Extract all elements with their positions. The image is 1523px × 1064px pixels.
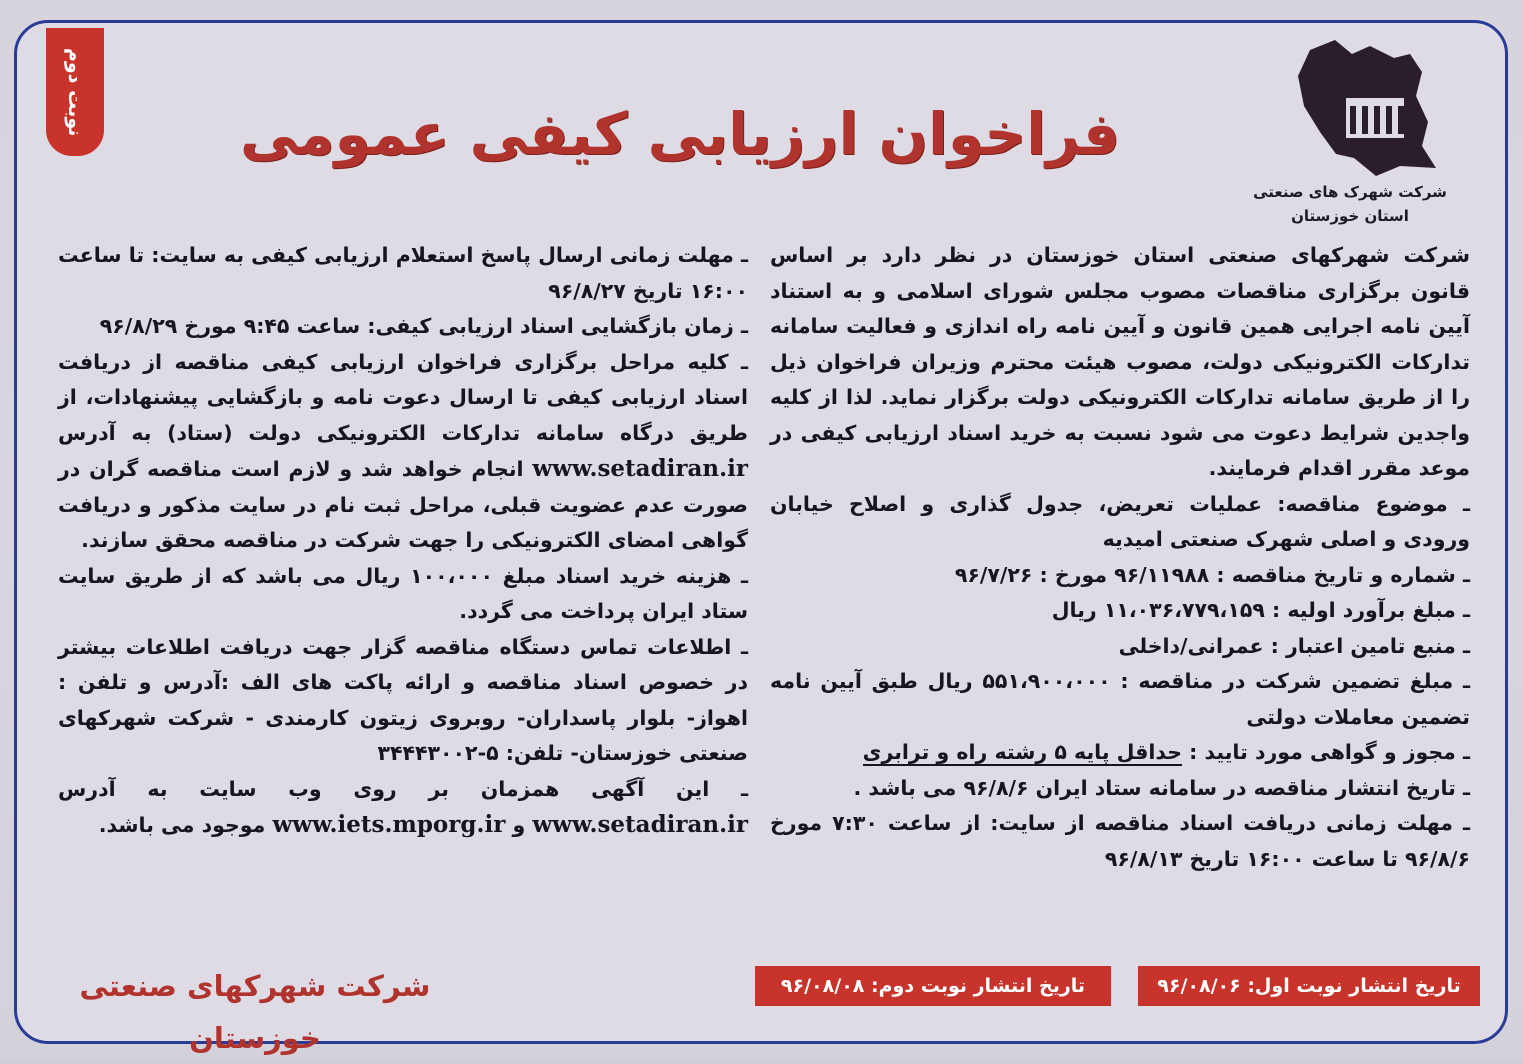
- funding-line: ـ منبع تامین اعتبار : عمرانی/داخلی: [1118, 633, 1470, 658]
- license-value: حداقل پایه ۵ رشته راه و ترابری: [862, 740, 1183, 764]
- ad-note-paragraph: [58, 772, 748, 844]
- ad-note-text-2: موجود می باشد.: [98, 813, 266, 837]
- contact-paragraph: ـ اطلاعات تماس دستگاه مناقصه گزار جهت دریافت اطلاعات بیشتر در خصوص اسناد مناقصه و ارائه پاکت های الف :آدرس و تلفن : اهواز- بلوار پاسداران- روبروی زیتون کارمندی - شرکت شهرکهای صنعتی خوزستان- تلفن: ۵-۳۴۴۴۳۰۰۲: [58, 634, 748, 765]
- number-date-line: ـ شماره و تاریخ مناقصه : ۹۶/۱۱۹۸۸ مورخ : ۹۶/۷/۲۶: [954, 562, 1470, 587]
- process-text-2: انجام خواهد شد و لازم است مناقصه گران در صورت عدم عضویت قبلی، مراحل ثبت نام در سایت مذکور و دریافت گواهی امضای الکترونیکی را جهت شرکت در مناقصه محقق سازند.: [58, 457, 748, 552]
- response-deadline-line: ـ مهلت زمانی ارسال پاسخ استعلام ارزیابی کیفی به سایت: تا ساعت ۱۶:۰۰ تاریخ ۹۶/۸/۲۷: [58, 243, 748, 303]
- setad-website-link[interactable]: www.setadiran.ir: [532, 455, 748, 482]
- iets-website-link[interactable]: www.iets.mporg.ir: [272, 811, 506, 838]
- setad-website-link-2[interactable]: www.setadiran.ir: [532, 811, 748, 838]
- footer-company-name: شرکت شهرکهای صنعتی خوزستان: [79, 969, 431, 1055]
- license-label: ـ مجوز و گواهی مورد تایید :: [1182, 740, 1470, 764]
- company-line-1: شرکت شهرک های صنعتی: [1253, 183, 1447, 201]
- estimate-line: ـ مبلغ برآورد اولیه : ۱۱،۰۳۶،۷۷۹،۱۵۹ ریال: [1051, 598, 1470, 622]
- second-publish-date-box: تاریخ انتشار نوبت دوم: ۹۶/۰۸/۰۸: [755, 966, 1111, 1006]
- license-line: [770, 735, 1470, 771]
- ad-note-text-1: ـ این آگهی همزمان بر روی وب سایت به آدرس: [58, 776, 748, 801]
- opening-time-line: ـ زمان بازگشایی اسناد ارزیابی کیفی: ساعت ۹:۴۵ مورخ ۹۶/۸/۲۹: [99, 314, 748, 338]
- round-badge: نوبت دوم: [46, 28, 104, 156]
- docs-deadline-line: ـ مهلت زمانی دریافت اسناد مناقصه از سایت: از ساعت ۷:۳۰ مورخ ۹۶/۸/۶ تا ساعت ۱۶:۰۰ تاریخ ۹۶/۸/۱۳: [770, 811, 1470, 871]
- right-column: [770, 238, 1470, 877]
- company-name-header: [1250, 180, 1450, 240]
- notice-title: فراخوان ارزیابی کیفی عمومی: [239, 100, 1121, 168]
- guarantee-line: ـ مبلغ تضمین شرکت در مناقصه : ۵۵۱،۹۰۰،۰۰۰ ریال طبق آیین نامه تضمین معاملات دولتی: [770, 669, 1470, 729]
- iran-map-logo-icon: [1290, 36, 1440, 181]
- company-line-2: استان خوزستان: [1291, 207, 1409, 225]
- ad-and: و: [512, 813, 526, 837]
- intro-paragraph: شرکت شهرکهای صنعتی استان خوزستان در نظر دارد بر اساس قانون برگزاری مناقصات مصوب مجلس شورای اسلامی و به استناد آیین نامه اجرایی همین قانون و آیین نامه راه اندازی و فعالیت سامانه تدارکات الکترونیکی دولت، مصوب هیئت محترم وزیران فراخوان ذیل را از طریق سامانه تدارکات الکترونیکی دولت برگزار نماید. لذا از کلیه واجدین شرایط دعوت می شود نسبت به خرید اسناد ارزیابی کیفی در موعد مقرر اقدام فرمایند.: [770, 243, 1470, 480]
- process-text-1: ـ کلیه مراحل برگزاری فراخوان ارزیابی کیفی مناقصه از دریافت اسناد ارزیابی کیفی تا ارسال دعوت نامه و بازگشایی پیشنهادات، از طریق درگاه سامانه تدارکات الکترونیکی دولت (ستاد) به آدرس: [58, 349, 748, 445]
- process-paragraph: [58, 345, 748, 559]
- left-column: [58, 238, 748, 844]
- subject-line: ـ موضوع مناقصه: عملیات تعریض، جدول گذاری و اصلاح خیابان ورودی و اصلی شهرک صنعتی امیدیه: [770, 491, 1470, 551]
- first-publish-date-box: تاریخ انتشار نوبت اول: ۹۶/۰۸/۰۶: [1138, 966, 1480, 1006]
- publish-date-line: ـ تاریخ انتشار مناقصه در سامانه ستاد ایران ۹۶/۸/۶ می باشد .: [853, 775, 1470, 800]
- doc-cost-line: ـ هزینه خرید اسناد مبلغ ۱۰۰،۰۰۰ ریال می باشد که از طریق سایت ستاد ایران پرداخت می گردد.: [58, 563, 748, 623]
